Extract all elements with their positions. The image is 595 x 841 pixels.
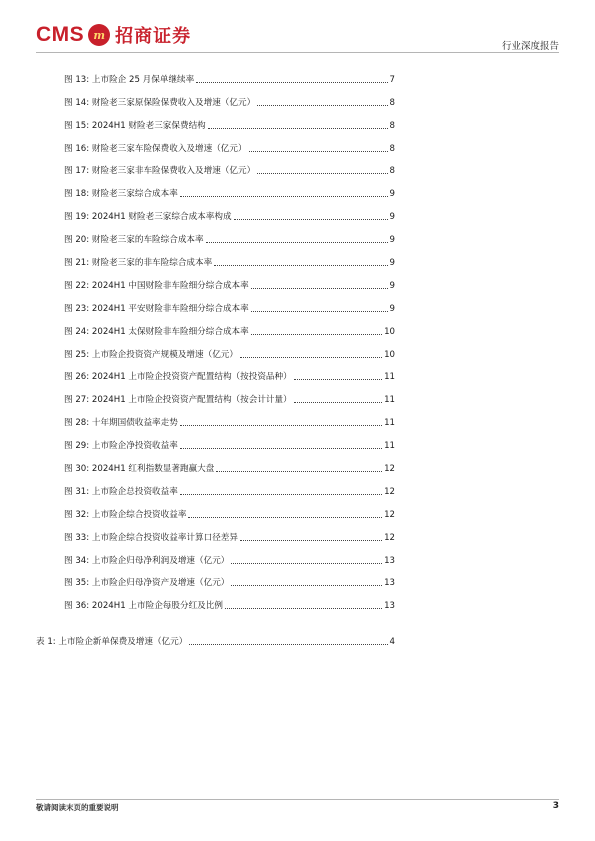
figure-entry-page: 12 xyxy=(384,464,395,475)
footer-divider xyxy=(36,799,559,800)
dot-leader xyxy=(251,334,382,335)
figure-entry-label: 图 21: 财险老三家的非车险综合成本率 xyxy=(64,258,213,269)
figure-entry-label: 图 23: 2024H1 平安财险非车险细分综合成本率 xyxy=(64,303,249,314)
table-entry[interactable] xyxy=(36,636,395,648)
figure-entry-page: 11 xyxy=(384,441,395,452)
figure-entry-page: 12 xyxy=(384,509,395,520)
figure-entry[interactable] xyxy=(64,521,395,544)
report-type-label: 行业深度报告 xyxy=(501,41,559,52)
figure-entry-label: 图 15: 2024H1 财险老三家保费结构 xyxy=(64,120,206,131)
figure-entry-label: 图 14: 财险老三家原保险保费收入及增速（亿元） xyxy=(64,97,256,108)
dot-leader xyxy=(214,265,387,266)
figure-entry-page: 8 xyxy=(389,120,395,131)
figure-entry-page: 11 xyxy=(384,395,395,406)
figure-entry-page: 9 xyxy=(389,280,395,291)
figure-entry-page: 9 xyxy=(389,212,395,223)
figure-entry-page: 13 xyxy=(384,578,395,589)
dot-leader xyxy=(180,196,388,197)
figure-entry-label: 图 29: 上市险企净投资收益率 xyxy=(64,441,178,452)
figure-entry-label: 图 25: 上市险企投资资产规模及增速（亿元） xyxy=(64,349,238,360)
company-logo xyxy=(36,22,191,48)
figure-entry[interactable] xyxy=(64,63,395,86)
table-entry-label: 表 1: 上市险企新单保费及增速（亿元） xyxy=(36,637,188,647)
figure-entry[interactable] xyxy=(64,361,395,384)
figure-entry-page: 13 xyxy=(384,601,395,612)
figure-entry-page: 9 xyxy=(389,189,395,200)
figure-entry[interactable] xyxy=(64,383,395,406)
figure-entry[interactable] xyxy=(64,132,395,155)
figure-entry[interactable] xyxy=(64,567,395,590)
figure-entry-label: 图 36: 2024H1 上市险企每股分红及比例 xyxy=(64,601,223,612)
dot-leader xyxy=(189,644,387,645)
figure-entry-page: 13 xyxy=(384,555,395,566)
figure-entry[interactable] xyxy=(64,223,395,246)
dot-leader xyxy=(249,151,388,152)
figure-entry-page: 8 xyxy=(389,143,395,154)
figure-entry-label: 图 26: 2024H1 上市险企投资资产配置结构（按投资品种） xyxy=(64,372,292,383)
page-header xyxy=(0,0,595,52)
figure-entry[interactable] xyxy=(64,406,395,429)
figure-entry-label: 图 34: 上市险企归母净利润及增速（亿元） xyxy=(64,555,230,566)
figure-entry-label: 图 13: 上市险企 25 月保单继续率 xyxy=(64,74,195,85)
dot-leader xyxy=(257,173,387,174)
dot-leader xyxy=(216,471,382,472)
dot-leader xyxy=(231,563,382,564)
figure-entry-page: 9 xyxy=(389,258,395,269)
figure-entry-label: 图 33: 上市险企综合投资收益率计算口径差异 xyxy=(64,532,238,543)
figure-entry[interactable] xyxy=(64,429,395,452)
header-divider xyxy=(36,52,559,53)
figure-entry-label: 图 22: 2024H1 中国财险非车险细分综合成本率 xyxy=(64,280,249,291)
logo-latin-text: CMS xyxy=(36,23,85,46)
figure-index-list xyxy=(64,63,395,612)
figure-entry-page: 8 xyxy=(389,166,395,177)
figure-entry-page: 12 xyxy=(384,532,395,543)
figure-entry[interactable] xyxy=(64,269,395,292)
dot-leader xyxy=(240,357,382,358)
figure-entry[interactable] xyxy=(64,246,395,269)
dot-leader xyxy=(180,448,382,449)
dot-leader xyxy=(225,608,382,609)
figure-entry-label: 图 17: 财险老三家非车险保费收入及增速（亿元） xyxy=(64,166,256,177)
figure-entry[interactable] xyxy=(64,86,395,109)
figure-entry-page: 10 xyxy=(384,349,395,360)
figure-entry-label: 图 27: 2024H1 上市险企投资资产配置结构（按会计计量） xyxy=(64,395,292,406)
figure-entry-page: 12 xyxy=(384,486,395,497)
dot-leader xyxy=(240,540,382,541)
dot-leader xyxy=(294,379,382,380)
table-index-list xyxy=(36,636,395,648)
dot-leader xyxy=(208,128,388,129)
dot-leader xyxy=(206,242,388,243)
figure-entry-label: 图 31: 上市险企总投资收益率 xyxy=(64,486,178,497)
figure-entry[interactable] xyxy=(64,475,395,498)
figure-entry-page: 11 xyxy=(384,372,395,383)
figure-entry[interactable] xyxy=(64,155,395,178)
figure-entry-page: 11 xyxy=(384,418,395,429)
figure-entry-label: 图 16: 财险老三家车险保费收入及增速（亿元） xyxy=(64,143,247,154)
figure-entry[interactable] xyxy=(64,200,395,223)
figure-entry-page: 7 xyxy=(389,74,395,85)
figure-entry-label: 图 32: 上市险企综合投资收益率 xyxy=(64,509,187,520)
figure-entry-page: 10 xyxy=(384,326,395,337)
figure-entry[interactable] xyxy=(64,544,395,567)
logo-chinese-text: 招商证券 xyxy=(115,26,192,47)
footer-disclaimer: 敬请阅读末页的重要说明 xyxy=(36,803,119,812)
figure-entry-label: 图 18: 财险老三家综合成本率 xyxy=(64,189,178,200)
dot-leader xyxy=(257,105,387,106)
figure-entry-label: 图 20: 财险老三家的车险综合成本率 xyxy=(64,235,204,246)
figure-entry-page: 9 xyxy=(389,303,395,314)
figure-entry[interactable] xyxy=(64,589,395,612)
figure-entry-label: 图 19: 2024H1 财险老三家综合成本率构成 xyxy=(64,212,232,223)
figure-entry-page: 8 xyxy=(389,97,395,108)
dot-leader xyxy=(188,517,382,518)
dot-leader xyxy=(180,494,382,495)
figure-entry-label: 图 35: 上市险企归母净资产及增速（亿元） xyxy=(64,578,230,589)
dot-leader xyxy=(251,311,388,312)
figure-entry[interactable] xyxy=(64,177,395,200)
dot-leader xyxy=(234,219,388,220)
figure-entry-page: 9 xyxy=(389,235,395,246)
page-number: 3 xyxy=(552,801,559,811)
figure-entry[interactable] xyxy=(64,315,395,338)
dot-leader xyxy=(231,585,382,586)
dot-leader xyxy=(294,402,382,403)
figure-entry-label: 图 30: 2024H1 红利指数显著跑赢大盘 xyxy=(64,464,215,475)
figure-entry[interactable] xyxy=(64,109,395,132)
figure-entry[interactable] xyxy=(64,292,395,315)
figure-entry-label: 图 28: 十年期国债收益率走势 xyxy=(64,418,178,429)
dot-leader xyxy=(180,425,382,426)
table-entry-page: 4 xyxy=(389,637,395,647)
dot-leader xyxy=(196,82,387,83)
figure-entry[interactable] xyxy=(64,338,395,361)
figure-entry[interactable] xyxy=(64,498,395,521)
logo-emblem-icon: m xyxy=(88,24,110,46)
dot-leader xyxy=(251,288,388,289)
figure-entry-label: 图 24: 2024H1 太保财险非车险细分综合成本率 xyxy=(64,326,249,337)
figure-entry[interactable] xyxy=(64,452,395,475)
